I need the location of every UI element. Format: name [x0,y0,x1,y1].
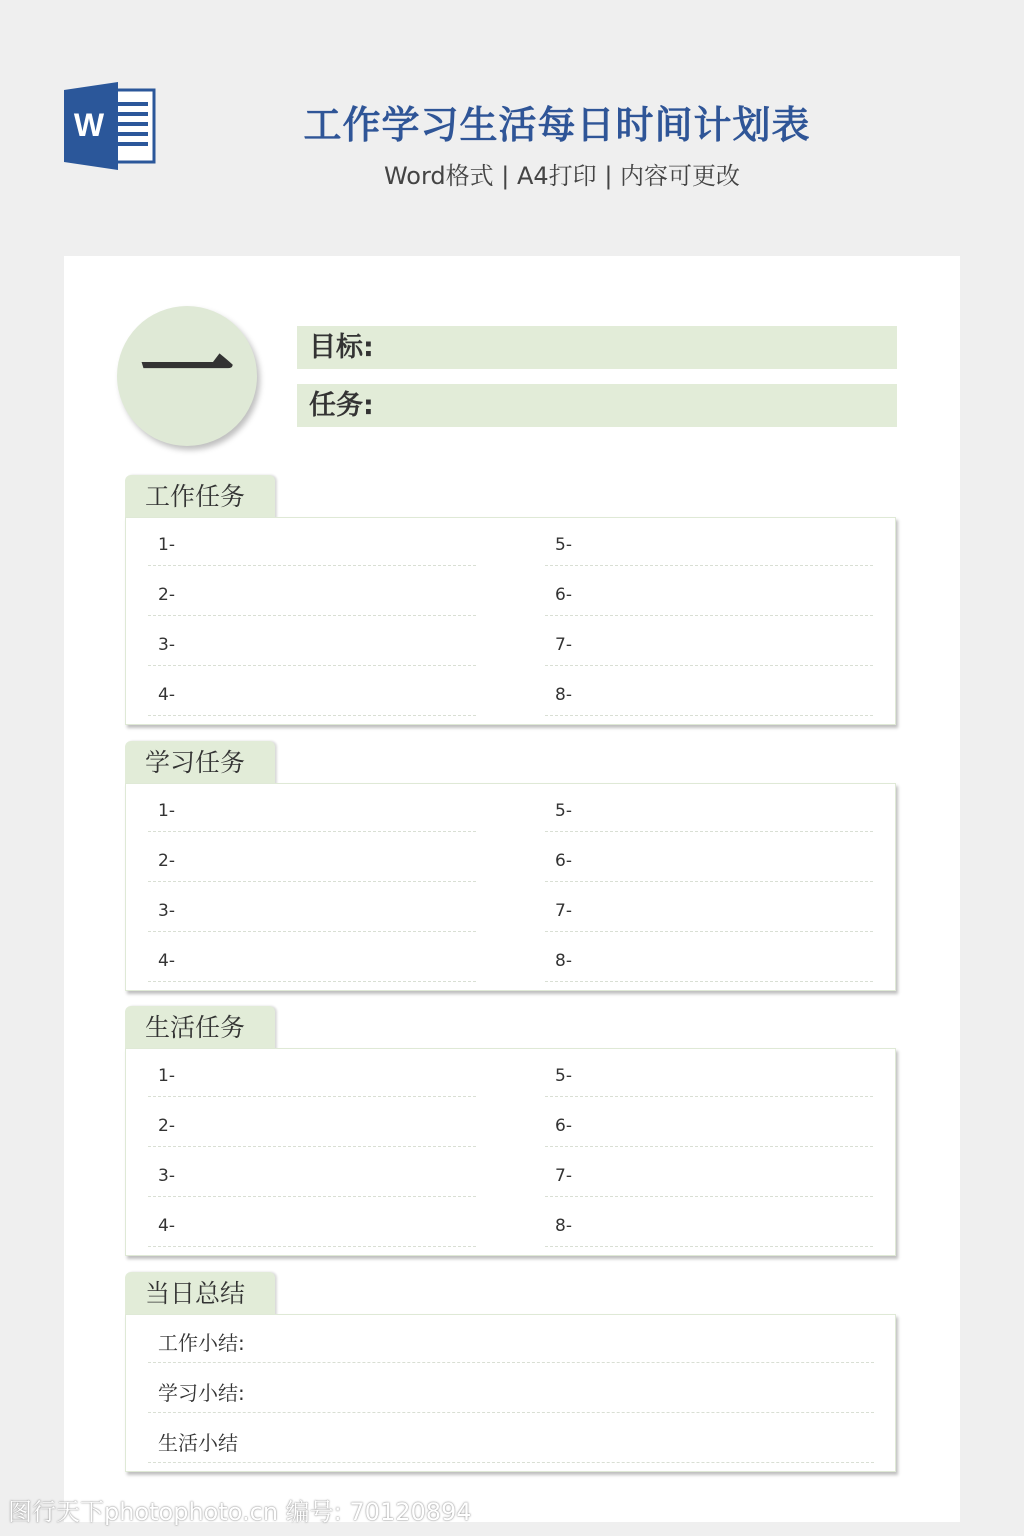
planner-page [64,256,960,1522]
section-tab-work: 工作任务 [125,475,275,519]
task-line[interactable]: 4- [148,1199,476,1247]
day-label: 一 [139,316,235,428]
section-box-life [125,1048,896,1256]
task-line[interactable]: 3- [148,884,476,932]
summary-line-work[interactable]: 工作小结: [148,1315,874,1363]
task-line[interactable]: 8- [545,668,873,716]
section-tab-life: 生活任务 [125,1006,275,1050]
summary-line-life[interactable]: 生活小结 [148,1415,874,1463]
task-line[interactable]: 3- [148,1149,476,1197]
task-line[interactable]: 1- [148,784,476,832]
task-line[interactable]: 5- [545,1049,873,1097]
task-line[interactable]: 5- [545,518,873,566]
section-tab-study: 学习任务 [125,741,275,785]
day-circle [117,306,257,446]
summary-line-study[interactable]: 学习小结: [148,1365,874,1413]
task-line[interactable]: 4- [148,668,476,716]
task-line[interactable]: 2- [148,834,476,882]
task-line[interactable]: 6- [545,834,873,882]
task-line[interactable]: 5- [545,784,873,832]
watermark-text: 图行天下photophoto.cn 编号: 70120894 [8,1498,472,1526]
task-line[interactable]: 4- [148,934,476,982]
goal-field[interactable]: 目标: [297,326,897,369]
section-box-study [125,783,896,991]
page-title: 工作学习生活每日时间计划表 [303,103,811,147]
task-line[interactable]: 6- [545,568,873,616]
section-box-summary [125,1314,896,1472]
task-line[interactable]: 3- [148,618,476,666]
section-box-work [125,517,896,725]
task-line[interactable]: 6- [545,1099,873,1147]
task-line[interactable]: 1- [148,518,476,566]
word-logo-letter: W [73,107,105,143]
task-line[interactable]: 1- [148,1049,476,1097]
task-line[interactable]: 7- [545,1149,873,1197]
page-subtitle: Word格式 | A4打印 | 内容可更改 [383,162,741,190]
task-line[interactable]: 7- [545,618,873,666]
task-line[interactable]: 8- [545,934,873,982]
task-line[interactable]: 8- [545,1199,873,1247]
task-line[interactable]: 2- [148,1099,476,1147]
task-field[interactable]: 任务: [297,384,897,427]
task-line[interactable]: 2- [148,568,476,616]
section-tab-summary: 当日总结 [125,1272,275,1316]
task-line[interactable]: 7- [545,884,873,932]
